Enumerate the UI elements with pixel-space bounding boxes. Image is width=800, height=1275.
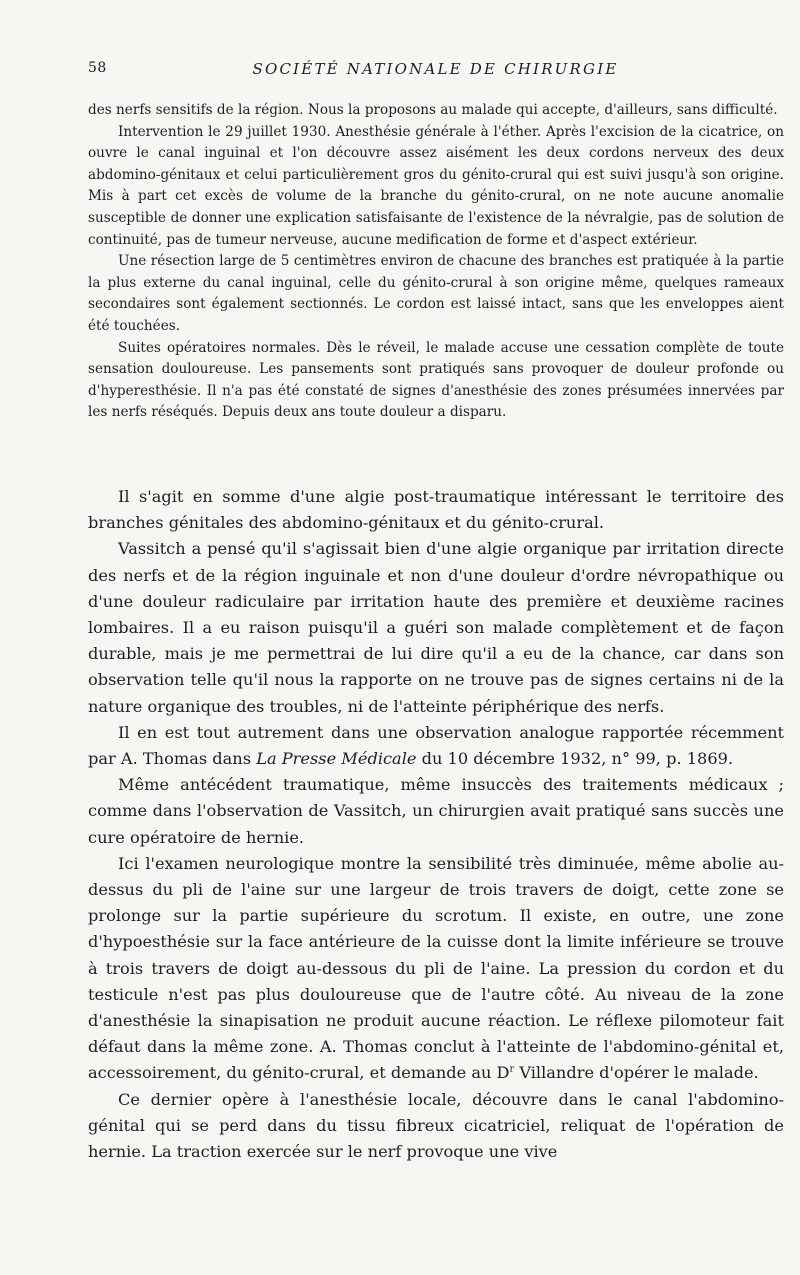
paragraph: Intervention le 29 juillet 1930. Anesthésie générale à l'éther. Après l'excision de la cicatrice, on ouvre le canal inguinal et l'on découvre assez aisément les deux cordons nerveux des deux abdomino-génitaux et celui particulièrement gros du génito-crural qui est suivi jusqu'à son origine. Mis à part cet excès de volume de la branche du génito-crural, on ne note aucune anomalie susceptible de donner une explication satisfaisante de l'existence de la névralgie, pas de solution de continuité, pas de tumeur nerveuse, aucune medification de forme et d'aspect extérieur. [88, 123, 784, 248]
paragraph: Vassitch a pensé qu'il s'agissait bien d'une algie organique par irritation directe des nerfs et de la région inguinale et non d'une douleur d'ordre névropathique ou d'une douleur radiculaire par irritation haute des première et deuxième racines lombaires. Il a eu raison puisqu'il a guéri son malade complètement et de façon durable, mais je me permettrai de lui dire qu'il a eu de la chance, car dans son observation telle qu'il nous la rapporte on ne trouve pas de signes certains ni de la nature organique des troubles, ni de l'atteinte périphérique des nerfs. [88, 539, 784, 716]
running-title: SOCIÉTÉ NATIONALE DE CHIRURGIE [252, 60, 619, 78]
paragraph: Une résection large de 5 centimètres environ de chacune des branches est pratiquée à la partie la plus externe du canal inguinal, celle du génito-crural à son origine même, quelques rameaux secondaires sont également sectionnés. Le cordon est laissé intact, sans que les enveloppes aient été touchées. [88, 253, 784, 334]
paragraph-text: du 10 décembre 1932, n° 99, p. 1869. [416, 749, 734, 769]
superscript: r [509, 1064, 515, 1076]
paragraph: Même antécédent traumatique, même insuccès des traitements médicaux ; comme dans l'observation de Vassitch, un chirurgien avait pratiqué sans succès une cure opératoire de hernie. [88, 775, 784, 847]
paragraph: Suites opératoires normales. Dès le réveil, le malade accuse une cessation complète de toute sensation douloureuse. Les pansements sont pratiqués sans provoquer de douleur profonde ou d'hyperesthésie. Il n'a pas été constaté de signes d'anesthésie des zones présumées innervées par les nerfs réséqués. Depuis deux ans toute douleur a disparu. [88, 339, 784, 421]
page-header [88, 60, 783, 86]
paragraph-text: Ici l'examen neurologique montre la sensibilité très diminuée, même abolie au-dessus du pli de l'aine sur une largeur de trois travers de doigt, cette zone se prolonge sur la partie supérieure du scrotum. Il existe, en outre, une zone d'hypoesthésie sur la face antérieure de la cuisse dont la limite inférieure se trouve à trois travers de doigt au-dessous du pli de l'aine. La pression du cordon et du testicule n'est pas plus douloureuse que de l'autre côté. Au niveau de la zone d'anesthésie la sinapisation ne produit aucune réaction. Le réflexe pilomoteur fait défaut dans la même zone. A. Thomas conclut à l'atteinte de l'abdomino-génital et, accessoirement, du génito-crural, et demande au D [88, 853, 784, 1083]
paragraph-text: Villandre d'opérer le malade. [514, 1063, 759, 1083]
journal-title: La Presse Médicale [256, 749, 417, 769]
paragraph [88, 851, 784, 1087]
paragraph: Il s'agit en somme d'une algie post-traumatique intéressant le territoire des branches génitales des abdomino-génitaux et du génito-crural. [88, 487, 784, 533]
page-number: 58 [88, 60, 107, 76]
paragraph [88, 720, 784, 772]
paragraph: des nerfs sensitifs de la région. Nous la proposons au malade qui accepte, d'ailleurs, sans difficulté. [88, 102, 778, 118]
paragraph: Ce dernier opère à l'anesthésie locale, découvre dans le canal l'abdomino-génital qui se perd dans du tissu fibreux cicatriciel, reliquat de l'opération de hernie. La traction exercée sur le nerf provoque une vive [88, 1089, 784, 1162]
observation-text [88, 100, 784, 424]
commentary-text [88, 484, 784, 1165]
paragraph-text: Il en est tout autrement dans une observation analogue rapportée récemment par A. Thomas dans [88, 722, 784, 769]
